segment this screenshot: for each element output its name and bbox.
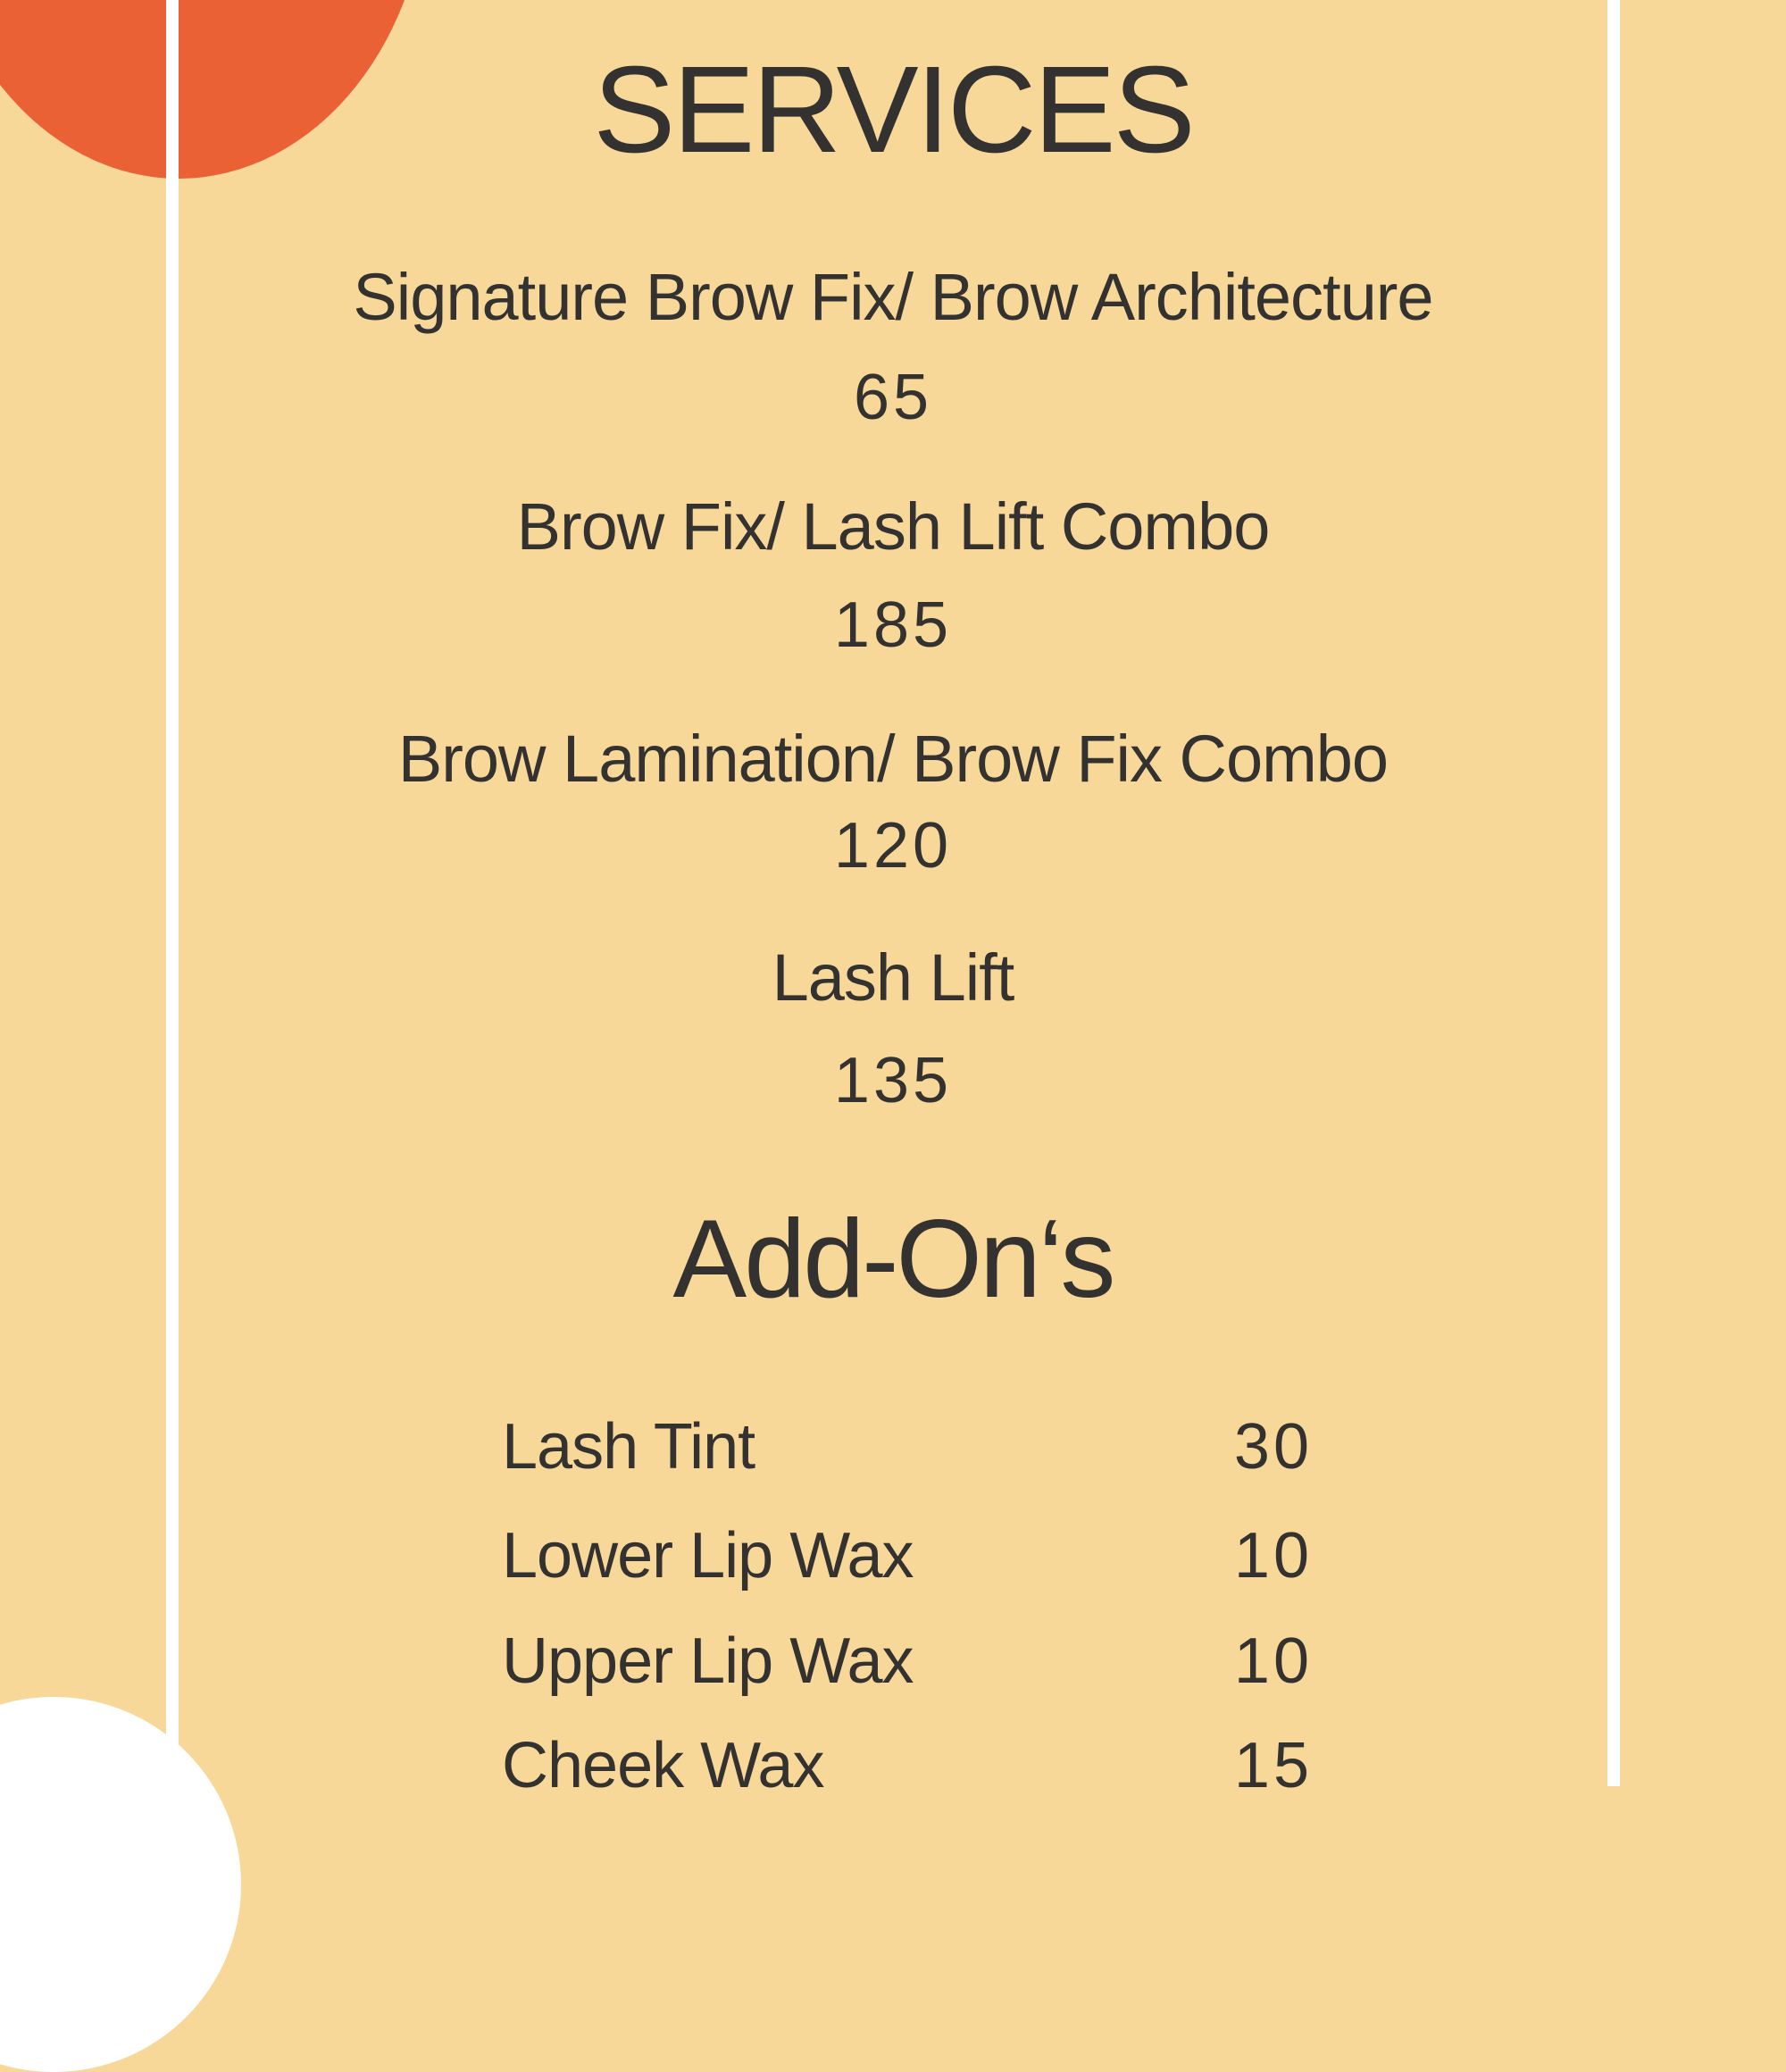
right-divider-line [1607, 0, 1620, 1786]
addon-name-upper-lip-wax: Upper Lip Wax [502, 1625, 914, 1697]
service-price-signature-brow-fix: 65 [853, 362, 933, 433]
services-title: SERVICES [593, 41, 1193, 179]
service-price-brow-lamination-combo: 120 [833, 810, 953, 881]
service-name-brow-fix-lash-lift-combo: Brow Fix/ Lash Lift Combo [516, 489, 1270, 564]
white-circle-decoration [0, 1697, 241, 2072]
service-price-lash-lift: 135 [833, 1045, 953, 1116]
service-name-signature-brow-fix: Signature Brow Fix/ Brow Architecture [353, 260, 1433, 334]
addon-price-upper-lip-wax: 10 [1233, 1625, 1313, 1697]
addons-title: Add-On‘s [672, 1198, 1114, 1321]
addon-price-lash-tint: 30 [1233, 1411, 1313, 1483]
addon-price-lower-lip-wax: 10 [1233, 1520, 1313, 1592]
addon-name-cheek-wax: Cheek Wax [502, 1730, 824, 1801]
left-divider-line [166, 0, 179, 1786]
addon-name-lash-tint: Lash Tint [502, 1411, 755, 1483]
addon-name-lower-lip-wax: Lower Lip Wax [502, 1520, 914, 1592]
addon-price-cheek-wax: 15 [1233, 1730, 1313, 1801]
service-price-brow-fix-lash-lift-combo: 185 [833, 589, 953, 661]
service-name-lash-lift: Lash Lift [772, 940, 1014, 1015]
service-name-brow-lamination-combo: Brow Lamination/ Brow Fix Combo [397, 722, 1389, 796]
